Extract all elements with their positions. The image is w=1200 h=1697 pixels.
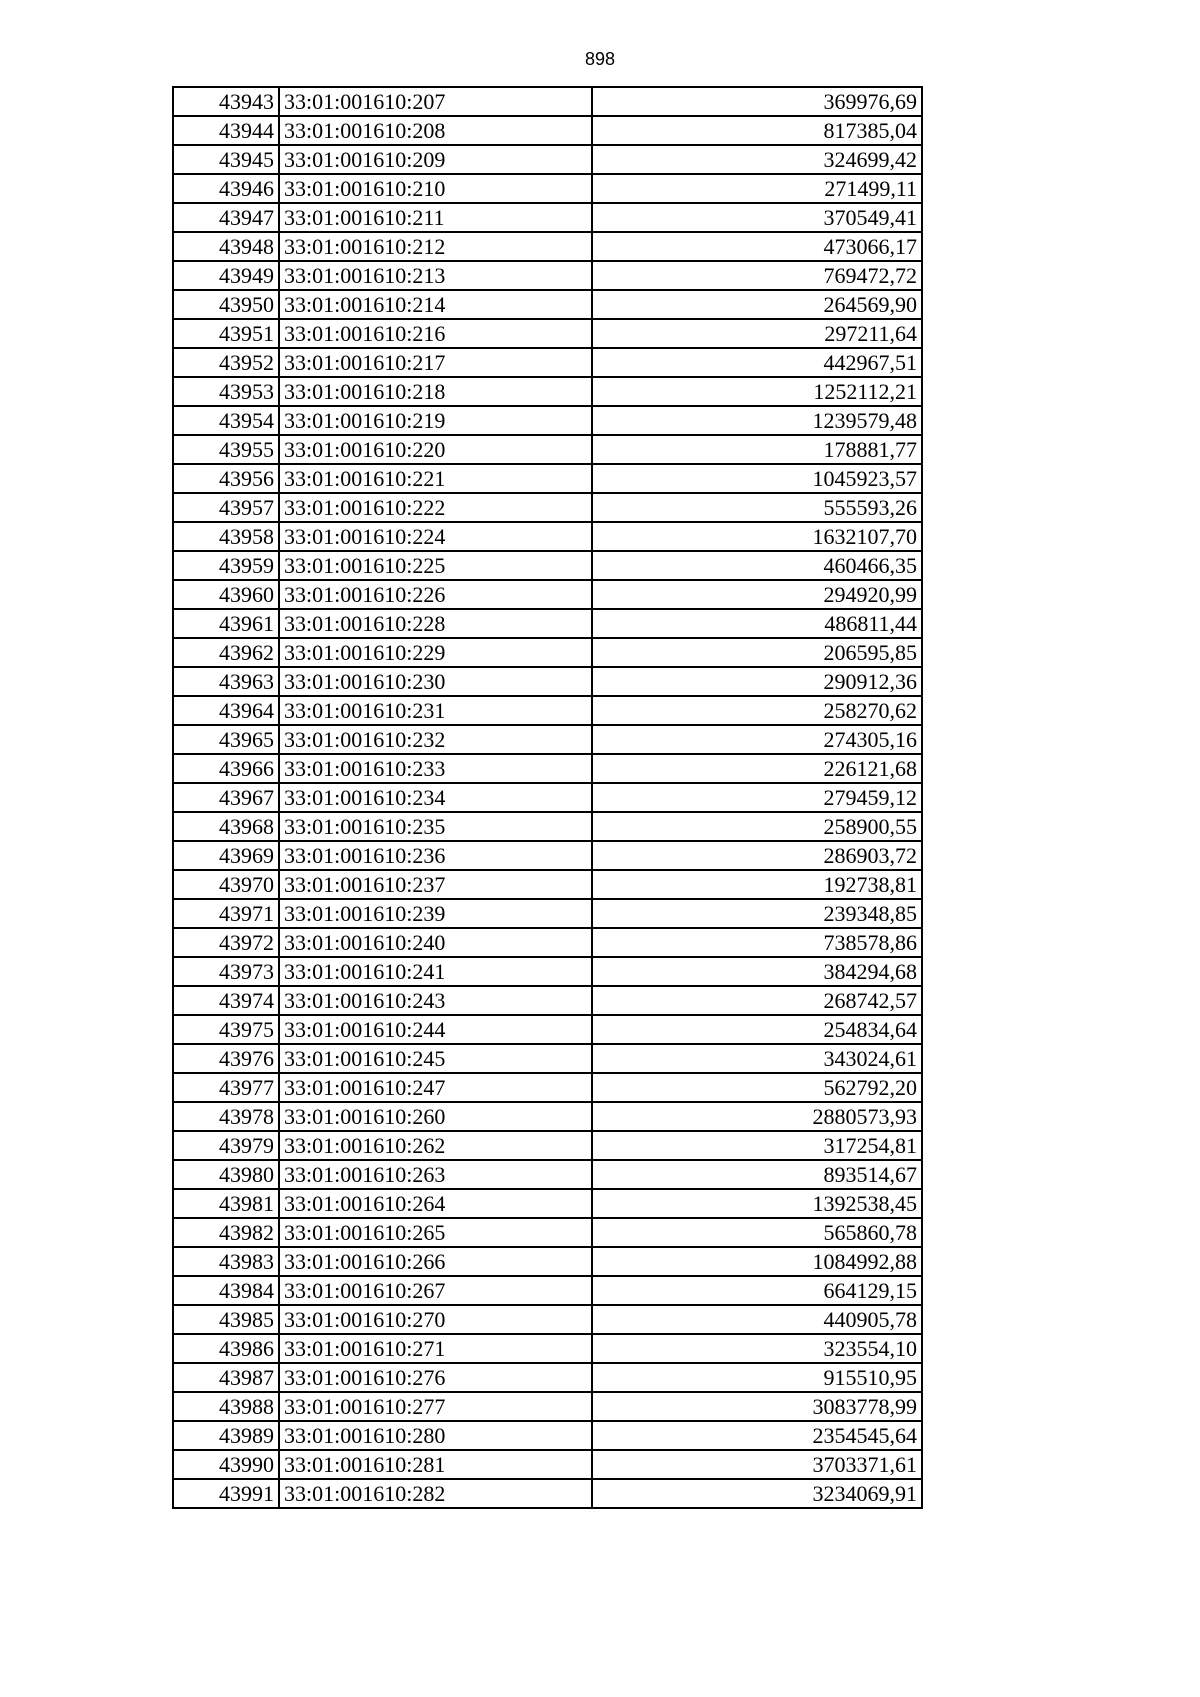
table-row [173, 435, 922, 464]
cadastral-number-cell: 33:01:001610:276 [279, 1363, 592, 1392]
cadastral-value-cell: 555593,26 [592, 493, 922, 522]
cadastral-number-cell: 33:01:001610:282 [279, 1479, 592, 1508]
cadastral-value-cell: 290912,36 [592, 667, 922, 696]
table-row [173, 261, 922, 290]
table-row [173, 203, 922, 232]
cadastral-number-cell: 33:01:001610:224 [279, 522, 592, 551]
cadastral-number-cell: 33:01:001610:218 [279, 377, 592, 406]
cadastral-value-cell: 1045923,57 [592, 464, 922, 493]
cadastral-value-cell: 297211,64 [592, 319, 922, 348]
cadastral-number-cell: 33:01:001610:210 [279, 174, 592, 203]
cadastral-number-cell: 33:01:001610:270 [279, 1305, 592, 1334]
cadastral-value-cell: 486811,44 [592, 609, 922, 638]
cadastral-value-cell: 268742,57 [592, 986, 922, 1015]
cadastral-number-cell: 33:01:001610:235 [279, 812, 592, 841]
table-row [173, 406, 922, 435]
table-row [173, 609, 922, 638]
row-number-cell: 43991 [173, 1479, 279, 1508]
cadastral-value-cell: 1392538,45 [592, 1189, 922, 1218]
table-row [173, 870, 922, 899]
cadastral-value-cell: 440905,78 [592, 1305, 922, 1334]
cadastral-value-cell: 3703371,61 [592, 1450, 922, 1479]
row-number-cell: 43985 [173, 1305, 279, 1334]
table-row [173, 580, 922, 609]
row-number-cell: 43987 [173, 1363, 279, 1392]
cadastral-value-cell: 3234069,91 [592, 1479, 922, 1508]
table-row [173, 638, 922, 667]
row-number-cell: 43945 [173, 145, 279, 174]
row-number-cell: 43979 [173, 1131, 279, 1160]
table-row [173, 348, 922, 377]
table-row [173, 1305, 922, 1334]
cadastral-number-cell: 33:01:001610:229 [279, 638, 592, 667]
table-row [173, 754, 922, 783]
cadastral-value-cell: 817385,04 [592, 116, 922, 145]
cadastral-value-cell: 370549,41 [592, 203, 922, 232]
cadastral-number-cell: 33:01:001610:213 [279, 261, 592, 290]
cadastral-number-cell: 33:01:001610:208 [279, 116, 592, 145]
row-number-cell: 43943 [173, 87, 279, 116]
cadastral-value-cell: 258900,55 [592, 812, 922, 841]
cadastral-value-cell: 473066,17 [592, 232, 922, 261]
table-row [173, 725, 922, 754]
cadastral-number-cell: 33:01:001610:231 [279, 696, 592, 725]
row-number-cell: 43989 [173, 1421, 279, 1450]
table-row [173, 464, 922, 493]
cadastral-number-cell: 33:01:001610:225 [279, 551, 592, 580]
row-number-cell: 43946 [173, 174, 279, 203]
row-number-cell: 43965 [173, 725, 279, 754]
row-number-cell: 43960 [173, 580, 279, 609]
row-number-cell: 43962 [173, 638, 279, 667]
row-number-cell: 43954 [173, 406, 279, 435]
cadastral-value-cell: 3083778,99 [592, 1392, 922, 1421]
row-number-cell: 43977 [173, 1073, 279, 1102]
cadastral-number-cell: 33:01:001610:207 [279, 87, 592, 116]
table-row [173, 1276, 922, 1305]
cadastral-value-cell: 915510,95 [592, 1363, 922, 1392]
table-row [173, 319, 922, 348]
cadastral-number-cell: 33:01:001610:221 [279, 464, 592, 493]
cadastral-value-cell: 178881,77 [592, 435, 922, 464]
cadastral-number-cell: 33:01:001610:281 [279, 1450, 592, 1479]
table-row [173, 1479, 922, 1508]
cadastral-value-cell: 271499,11 [592, 174, 922, 203]
table-row [173, 174, 922, 203]
cadastral-number-cell: 33:01:001610:266 [279, 1247, 592, 1276]
cadastral-number-cell: 33:01:001610:217 [279, 348, 592, 377]
row-number-cell: 43988 [173, 1392, 279, 1421]
cadastral-value-cell: 769472,72 [592, 261, 922, 290]
row-number-cell: 43958 [173, 522, 279, 551]
table-row [173, 116, 922, 145]
cadastral-number-cell: 33:01:001610:209 [279, 145, 592, 174]
row-number-cell: 43953 [173, 377, 279, 406]
cadastral-value-cell: 384294,68 [592, 957, 922, 986]
cadastral-number-cell: 33:01:001610:226 [279, 580, 592, 609]
table-row [173, 493, 922, 522]
cadastral-number-cell: 33:01:001610:228 [279, 609, 592, 638]
cadastral-value-cell: 274305,16 [592, 725, 922, 754]
cadastral-value-cell: 664129,15 [592, 1276, 922, 1305]
table-row [173, 232, 922, 261]
row-number-cell: 43955 [173, 435, 279, 464]
cadastral-value-cell: 323554,10 [592, 1334, 922, 1363]
table-row [173, 377, 922, 406]
cadastral-number-cell: 33:01:001610:262 [279, 1131, 592, 1160]
table-row [173, 812, 922, 841]
cadastral-number-cell: 33:01:001610:212 [279, 232, 592, 261]
cadastral-value-cell: 317254,81 [592, 1131, 922, 1160]
cadastral-value-cell: 192738,81 [592, 870, 922, 899]
cadastral-value-cell: 460466,35 [592, 551, 922, 580]
cadastral-number-cell: 33:01:001610:263 [279, 1160, 592, 1189]
cadastral-value-cell: 239348,85 [592, 899, 922, 928]
row-number-cell: 43959 [173, 551, 279, 580]
cadastral-number-cell: 33:01:001610:247 [279, 1073, 592, 1102]
table-row [173, 1073, 922, 1102]
table-row [173, 1218, 922, 1247]
cadastral-value-cell: 1239579,48 [592, 406, 922, 435]
cadastral-value-cell: 893514,67 [592, 1160, 922, 1189]
cadastral-number-cell: 33:01:001610:230 [279, 667, 592, 696]
row-number-cell: 43976 [173, 1044, 279, 1073]
cadastral-number-cell: 33:01:001610:243 [279, 986, 592, 1015]
table-row [173, 145, 922, 174]
table-body [173, 87, 922, 1508]
cadastral-number-cell: 33:01:001610:216 [279, 319, 592, 348]
cadastral-value-cell: 294920,99 [592, 580, 922, 609]
cadastral-number-cell: 33:01:001610:211 [279, 203, 592, 232]
table-row [173, 1392, 922, 1421]
cadastral-number-cell: 33:01:001610:237 [279, 870, 592, 899]
table-row [173, 1247, 922, 1276]
cadastral-number-cell: 33:01:001610:219 [279, 406, 592, 435]
table-row [173, 783, 922, 812]
table-row [173, 899, 922, 928]
row-number-cell: 43967 [173, 783, 279, 812]
table-row [173, 1160, 922, 1189]
cadastral-number-cell: 33:01:001610:220 [279, 435, 592, 464]
page-number: 898 [584, 49, 616, 69]
row-number-cell: 43984 [173, 1276, 279, 1305]
table-row [173, 928, 922, 957]
cadastral-number-cell: 33:01:001610:265 [279, 1218, 592, 1247]
table-row [173, 986, 922, 1015]
row-number-cell: 43961 [173, 609, 279, 638]
cadastral-value-cell: 1252112,21 [592, 377, 922, 406]
cadastral-number-cell: 33:01:001610:260 [279, 1102, 592, 1131]
row-number-cell: 43983 [173, 1247, 279, 1276]
row-number-cell: 43972 [173, 928, 279, 957]
cadastral-value-cell: 324699,42 [592, 145, 922, 174]
cadastral-number-cell: 33:01:001610:244 [279, 1015, 592, 1044]
table-row [173, 667, 922, 696]
table-row [173, 841, 922, 870]
table-row [173, 290, 922, 319]
row-number-cell: 43964 [173, 696, 279, 725]
row-number-cell: 43990 [173, 1450, 279, 1479]
table-row [173, 1131, 922, 1160]
row-number-cell: 43969 [173, 841, 279, 870]
table-row [173, 1044, 922, 1073]
cadastral-number-cell: 33:01:001610:234 [279, 783, 592, 812]
cadastral-number-cell: 33:01:001610:280 [279, 1421, 592, 1450]
cadastral-value-cell: 206595,85 [592, 638, 922, 667]
row-number-cell: 43957 [173, 493, 279, 522]
row-number-cell: 43952 [173, 348, 279, 377]
row-number-cell: 43944 [173, 116, 279, 145]
cadastral-value-cell: 343024,61 [592, 1044, 922, 1073]
cadastral-value-cell: 279459,12 [592, 783, 922, 812]
row-number-cell: 43975 [173, 1015, 279, 1044]
table-row [173, 551, 922, 580]
row-number-cell: 43974 [173, 986, 279, 1015]
row-number-cell: 43978 [173, 1102, 279, 1131]
cadastral-number-cell: 33:01:001610:241 [279, 957, 592, 986]
cadastral-value-cell: 369976,69 [592, 87, 922, 116]
cadastral-number-cell: 33:01:001610:214 [279, 290, 592, 319]
row-number-cell: 43949 [173, 261, 279, 290]
cadastral-number-cell: 33:01:001610:236 [279, 841, 592, 870]
table-row [173, 1189, 922, 1218]
cadastral-number-cell: 33:01:001610:233 [279, 754, 592, 783]
row-number-cell: 43981 [173, 1189, 279, 1218]
cadastral-value-cell: 738578,86 [592, 928, 922, 957]
cadastral-number-cell: 33:01:001610:277 [279, 1392, 592, 1421]
cadastral-value-cell: 2880573,93 [592, 1102, 922, 1131]
row-number-cell: 43980 [173, 1160, 279, 1189]
cadastral-number-cell: 33:01:001610:245 [279, 1044, 592, 1073]
row-number-cell: 43956 [173, 464, 279, 493]
row-number-cell: 43973 [173, 957, 279, 986]
cadastral-number-cell: 33:01:001610:271 [279, 1334, 592, 1363]
table-row [173, 87, 922, 116]
cadastral-value-cell: 1632107,70 [592, 522, 922, 551]
row-number-cell: 43951 [173, 319, 279, 348]
row-number-cell: 43971 [173, 899, 279, 928]
cadastral-value-table [172, 86, 923, 1509]
table-row [173, 696, 922, 725]
row-number-cell: 43966 [173, 754, 279, 783]
row-number-cell: 43982 [173, 1218, 279, 1247]
table-row [173, 1015, 922, 1044]
cadastral-number-cell: 33:01:001610:267 [279, 1276, 592, 1305]
cadastral-number-cell: 33:01:001610:239 [279, 899, 592, 928]
table-row [173, 957, 922, 986]
cadastral-value-cell: 226121,68 [592, 754, 922, 783]
cadastral-value-cell: 562792,20 [592, 1073, 922, 1102]
table-row [173, 1102, 922, 1131]
cadastral-value-cell: 286903,72 [592, 841, 922, 870]
cadastral-value-cell: 442967,51 [592, 348, 922, 377]
cadastral-value-cell: 264569,90 [592, 290, 922, 319]
cadastral-value-cell: 565860,78 [592, 1218, 922, 1247]
row-number-cell: 43948 [173, 232, 279, 261]
cadastral-value-cell: 258270,62 [592, 696, 922, 725]
row-number-cell: 43963 [173, 667, 279, 696]
row-number-cell: 43950 [173, 290, 279, 319]
row-number-cell: 43986 [173, 1334, 279, 1363]
row-number-cell: 43970 [173, 870, 279, 899]
table-row [173, 1363, 922, 1392]
cadastral-number-cell: 33:01:001610:264 [279, 1189, 592, 1218]
table-row [173, 1450, 922, 1479]
cadastral-number-cell: 33:01:001610:222 [279, 493, 592, 522]
row-number-cell: 43947 [173, 203, 279, 232]
cadastral-number-cell: 33:01:001610:240 [279, 928, 592, 957]
row-number-cell: 43968 [173, 812, 279, 841]
table-row [173, 1334, 922, 1363]
cadastral-value-cell: 2354545,64 [592, 1421, 922, 1450]
table-row [173, 1421, 922, 1450]
table-row [173, 522, 922, 551]
cadastral-value-cell: 254834,64 [592, 1015, 922, 1044]
cadastral-number-cell: 33:01:001610:232 [279, 725, 592, 754]
cadastral-value-cell: 1084992,88 [592, 1247, 922, 1276]
